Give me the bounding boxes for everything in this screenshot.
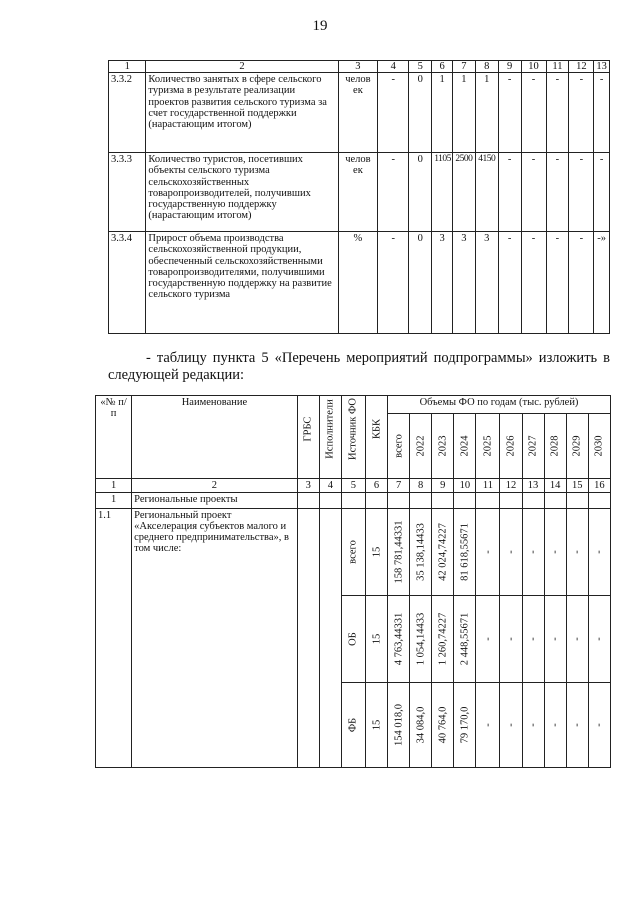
- cell: [522, 493, 544, 509]
- header-source-label: Источник ФО: [347, 398, 359, 460]
- table-row: [109, 73, 610, 153]
- cell: 0: [409, 73, 432, 153]
- value: -: [571, 637, 583, 641]
- cell: -: [569, 232, 594, 334]
- value: 34 084,0: [415, 706, 427, 744]
- cell: 0: [409, 232, 432, 334]
- column-number: 7: [452, 61, 475, 73]
- value: 42 024,74227: [437, 523, 449, 581]
- value-cell: [432, 596, 454, 683]
- value-cell: [566, 509, 588, 596]
- header-executors: [319, 396, 341, 479]
- cell: -: [546, 232, 569, 334]
- cell: -: [521, 232, 546, 334]
- value: -: [571, 723, 583, 727]
- header-volumes: Объемы ФО по годам (тыс. рублей): [388, 396, 611, 414]
- value-cell: [476, 509, 500, 596]
- value-cell: [588, 509, 610, 596]
- cell: -: [521, 73, 546, 153]
- year-label: 2023: [437, 435, 449, 457]
- column-number: 9: [432, 479, 454, 493]
- cell: [544, 493, 566, 509]
- value: 35 138,14433: [415, 523, 427, 581]
- value: 154 018,0: [393, 704, 405, 746]
- kbk-label: 15: [371, 546, 382, 558]
- source-cell: [341, 596, 365, 683]
- cell: [454, 493, 476, 509]
- cell: -: [594, 153, 610, 232]
- value-cell: [588, 596, 610, 683]
- cell: -: [569, 73, 594, 153]
- value-cell: [454, 683, 476, 768]
- value-cell: [454, 509, 476, 596]
- column-number: 11: [546, 61, 569, 73]
- header-year: [500, 414, 522, 479]
- value-cell: [500, 683, 522, 768]
- year-label: 2024: [459, 435, 471, 457]
- header-year: [566, 414, 588, 479]
- value-cell: [432, 683, 454, 768]
- column-number: 7: [388, 479, 410, 493]
- value: -: [593, 550, 605, 554]
- value: -: [527, 637, 539, 641]
- column-number: 8: [410, 479, 432, 493]
- cell: 1: [475, 73, 498, 153]
- value-cell: [544, 683, 566, 768]
- column-numbers-row: [96, 479, 611, 493]
- source-cell: [341, 683, 365, 768]
- value-cell: [566, 596, 588, 683]
- kbk-cell: [365, 683, 387, 768]
- table-row: [109, 153, 610, 232]
- value: -: [549, 723, 561, 727]
- header-year: [454, 414, 476, 479]
- column-number: 12: [500, 479, 522, 493]
- value-cell: [476, 683, 500, 768]
- cell: 3: [452, 232, 475, 334]
- indicator-name: Количество туристов, посетивших объекты сельского туризма сельскохозяйственных товаропроизводителей, получивших государственную поддержку (нарастающим итогом): [146, 153, 338, 232]
- paragraph-line: - таблицу пункта 5 «Перечень мероприятий подпрограммы» изложить в: [146, 350, 610, 366]
- cell: [432, 493, 454, 509]
- header-year: [388, 414, 410, 479]
- activities-table: [95, 395, 611, 768]
- value: -: [527, 550, 539, 554]
- cell: 2500: [452, 153, 475, 232]
- header-year: [544, 414, 566, 479]
- value: -: [482, 637, 494, 641]
- header-year: [432, 414, 454, 479]
- column-number: 2: [146, 61, 338, 73]
- value-cell: [410, 596, 432, 683]
- header-year: [588, 414, 610, 479]
- source-label: всего: [347, 540, 359, 564]
- value-cell: [544, 509, 566, 596]
- cell: [297, 509, 319, 768]
- column-number: 8: [475, 61, 498, 73]
- column-number: 10: [521, 61, 546, 73]
- cell: [476, 493, 500, 509]
- value-cell: [388, 509, 410, 596]
- table-header-row: [96, 396, 611, 414]
- cell: [500, 493, 522, 509]
- cell: -: [594, 73, 610, 153]
- column-number: 14: [544, 479, 566, 493]
- unit: %: [338, 232, 377, 334]
- unit: челов ек: [338, 73, 377, 153]
- value: -: [505, 723, 517, 727]
- column-number: 1: [96, 479, 132, 493]
- value: -: [549, 637, 561, 641]
- column-number: 2: [132, 479, 298, 493]
- page-number: 19: [312, 18, 328, 34]
- value: -: [593, 637, 605, 641]
- value-cell: [410, 509, 432, 596]
- value-cell: [500, 509, 522, 596]
- cell: [297, 493, 319, 509]
- row-number: 3.3.3: [109, 153, 146, 232]
- column-number: 5: [341, 479, 365, 493]
- header-executors-label: Исполнители: [324, 399, 336, 459]
- paragraph-line: следующей редакции:: [108, 367, 245, 383]
- column-number: 9: [498, 61, 521, 73]
- header-kbk: [365, 396, 387, 479]
- cell: [319, 509, 341, 768]
- indicator-name: Прирост объема производства сельскохозяйственной продукции, обеспеченный сельскохозяйственными товаропроизводителями, получившими государственную поддержку на развитие сельского туризма: [146, 232, 338, 334]
- value: -: [505, 637, 517, 641]
- column-number: 15: [566, 479, 588, 493]
- cell: 4150: [475, 153, 498, 232]
- kbk-cell: [365, 509, 387, 596]
- cell: [566, 493, 588, 509]
- header-kbk-label: КБК: [371, 418, 382, 440]
- body-paragraph: [108, 350, 610, 384]
- column-number: 12: [569, 61, 594, 73]
- value: 81 618,55671: [459, 523, 471, 581]
- cell: -: [378, 153, 409, 232]
- cell: 3: [432, 232, 453, 334]
- column-number: 13: [594, 61, 610, 73]
- cell: [588, 493, 610, 509]
- row-name: Региональный проект «Акселерация субъектов малого и среднего предпринимательства», в том числе:: [132, 509, 298, 768]
- year-label: 2026: [505, 435, 517, 457]
- source-label: ОБ: [347, 632, 359, 646]
- kbk-cell: [365, 596, 387, 683]
- value-cell: [432, 509, 454, 596]
- cell: -: [498, 73, 521, 153]
- column-number: 4: [319, 479, 341, 493]
- row-number: 3.3.4: [109, 232, 146, 334]
- cell: -: [546, 73, 569, 153]
- value-cell: [410, 683, 432, 768]
- column-number: 1: [109, 61, 146, 73]
- header-grbs-label: ГРБС: [302, 416, 314, 442]
- value: 79 170,0: [459, 706, 471, 744]
- cell: -: [521, 153, 546, 232]
- cell: 1: [452, 73, 475, 153]
- kbk-label: 15: [371, 719, 382, 731]
- value: 40 764,0: [437, 706, 449, 744]
- cell: 1: [432, 73, 453, 153]
- header-year: [522, 414, 544, 479]
- value-cell: [522, 683, 544, 768]
- column-number: 5: [409, 61, 432, 73]
- header-number: «№ п/п: [96, 396, 132, 479]
- value-cell: [476, 596, 500, 683]
- cell: 0: [409, 153, 432, 232]
- value: -: [482, 723, 494, 727]
- year-label: 2027: [527, 435, 539, 457]
- value-cell: [566, 683, 588, 768]
- indicators-table: [108, 60, 610, 334]
- cell: -»: [594, 232, 610, 334]
- year-label: 2028: [549, 435, 561, 457]
- table-row: [96, 493, 611, 509]
- cell: -: [498, 153, 521, 232]
- header-name: Наименование: [132, 396, 298, 479]
- cell: 1105: [432, 153, 453, 232]
- row-number: 1: [96, 493, 132, 509]
- value-cell: [388, 683, 410, 768]
- table-row: [96, 509, 611, 596]
- value-cell: [454, 596, 476, 683]
- column-number: 6: [432, 61, 453, 73]
- cell: -: [498, 232, 521, 334]
- unit: челов ек: [338, 153, 377, 232]
- value: 4 763,44331: [393, 612, 405, 666]
- value: -: [527, 723, 539, 727]
- value-cell: [522, 509, 544, 596]
- cell: [410, 493, 432, 509]
- row-number: 3.3.2: [109, 73, 146, 153]
- cell: -: [378, 232, 409, 334]
- column-number: 4: [378, 61, 409, 73]
- column-number: 3: [338, 61, 377, 73]
- value: -: [505, 550, 517, 554]
- source-cell: [341, 509, 365, 596]
- cell: [341, 493, 365, 509]
- value: 1 260,74227: [437, 612, 449, 666]
- header-source: [341, 396, 365, 479]
- column-number: 13: [522, 479, 544, 493]
- table-row: [109, 232, 610, 334]
- column-number: 11: [476, 479, 500, 493]
- value: 158 781,44331: [393, 520, 405, 584]
- cell: -: [569, 153, 594, 232]
- column-number: 16: [588, 479, 610, 493]
- value: 2 448,55671: [459, 612, 471, 666]
- year-label: всего: [393, 434, 405, 458]
- cell: -: [546, 153, 569, 232]
- value-cell: [544, 596, 566, 683]
- row-name: Региональные проекты: [132, 493, 298, 509]
- year-label: 2030: [593, 435, 605, 457]
- value: -: [482, 550, 494, 554]
- cell: [388, 493, 410, 509]
- value-cell: [588, 683, 610, 768]
- column-number: 3: [297, 479, 319, 493]
- value: -: [571, 550, 583, 554]
- value: -: [549, 550, 561, 554]
- value: -: [593, 723, 605, 727]
- table-header-row: [109, 61, 610, 73]
- source-label: ФБ: [347, 717, 359, 733]
- value: 1 054,14433: [415, 612, 427, 666]
- cell: [319, 493, 341, 509]
- header-grbs: [297, 396, 319, 479]
- header-year: [410, 414, 432, 479]
- year-label: 2029: [571, 435, 583, 457]
- cell: [365, 493, 387, 509]
- value-cell: [522, 596, 544, 683]
- column-number: 6: [365, 479, 387, 493]
- value-cell: [388, 596, 410, 683]
- column-number: 10: [454, 479, 476, 493]
- year-label: 2025: [482, 435, 494, 457]
- year-label: 2022: [415, 435, 427, 457]
- kbk-label: 15: [371, 633, 382, 645]
- value-cell: [500, 596, 522, 683]
- cell: 3: [475, 232, 498, 334]
- cell: -: [378, 73, 409, 153]
- header-year: [476, 414, 500, 479]
- row-number: 1.1: [96, 509, 132, 768]
- indicator-name: Количество занятых в сфере сельского туризма в результате реализации проектов развития сельского туризма за счет государственной поддержки (нарастающим итогом): [146, 73, 338, 153]
